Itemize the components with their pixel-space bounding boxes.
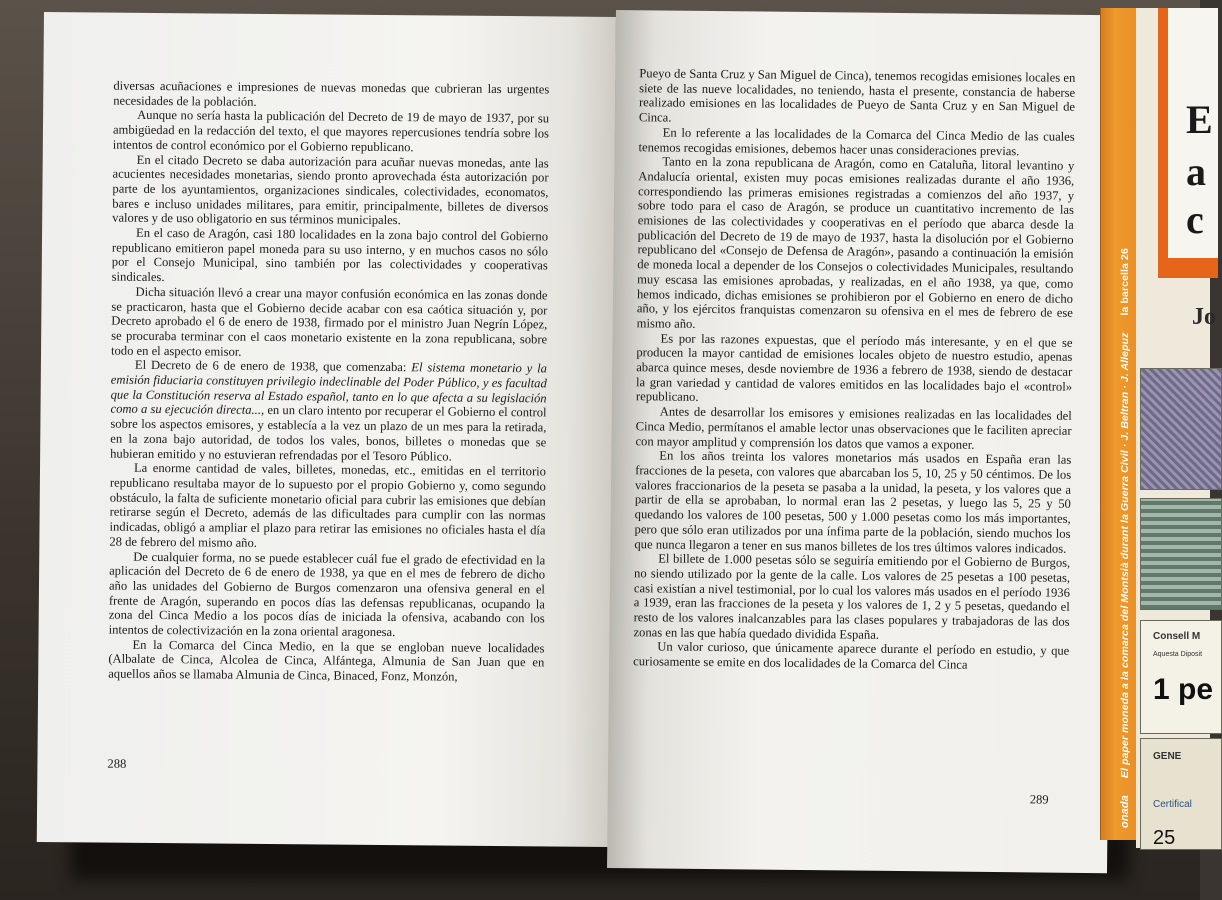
cover-letter: E [1186,97,1213,142]
right-page-text [633,66,1075,673]
decree-rest: , en un claro intento por recuperar el Gobierno el control sobre los aspectos emisores, y establecía a la vez un plazo de un mes para la retirada, en la zona bajo autoridad, de todos los vales, bonos, billetes o monedas que se hubieran emitido y no estuvieran refrendadas por el Tesoro Público. [110,403,547,464]
paragraph: El billete de 1.000 pesetas sólo se seguiría emitiendo por el Gobierno de Burgos, no siendo utilizado por la gente de la calle. Los valores de 25 pesetas a 100 pesetas, casi existían a nivel testimonial, por lo cual los valores más usados en el período 1936 a 1939, eran las fracciones de la peseta y los valores de 1, 2 y 5 pesetas, quedando el resto de los valores inalcanzables para las clases populares y trabajadoras de las dos zonas en las que había quedado dividida España. [633,551,1071,642]
certificate-image [1140,738,1222,850]
paragraph: Aunque no sería hasta la publicación del Decreto de 19 de mayo de 1937, por su ambigüedad en la redacción del texto, el que mayores repercusiones tendría sobre los intentos de control económico por el Gobierno republicano. [112,108,550,155]
paragraph: Un valor curioso, que únicamente aparece durante el período en estudio, y que curiosamente se emite en dos localidades de la Comarca del Cinca [633,639,1070,672]
certificate-value: 25 [1153,827,1176,849]
decree-paragraph [110,358,547,465]
closed-book [1100,8,1216,849]
paragraph: Dicha situación llevó a crear una mayor confusión económica en las zonas donde se practicaron, hasta que el Gobierno decide acabar con esa caótica situación y, por Decreto aprobado el 6 de enero de 1938, firmado por el ministro Juan Negrín López, se procuraba terminar con el caos monetario existente en la zona republicana, sobre todo en el aspecto emisor. [110,284,548,359]
spine-text [1119,248,1131,828]
paragraph: Antes de desarrollar los emisores y emisiones realizadas en las localidades del Cinca Medio, permítanos el amable lector unas observaciones que le faciliten apreciar con mayor amplitud y comprensión los datos que vamos a exponer. [635,404,1072,452]
paragraph: La enorme cantidad de vales, billetes, monedas, etc., emitidas en el territorio republicano resultaba mayor de lo supuesto por el propio Gobierno y, como segundo obstáculo, la falta de suficiente monetario oficial para cubrir las emisiones que debían retirarse según el Decreto, además de las dificultades para cumplir con las normas indicadas, obligó a ampliar el plazo para retirar las emisiones no oficiales hasta el día 28 de febrero del mismo año. [109,461,547,550]
paragraph: Es por las razones expuestas, que el período más interesante, y en el que se producen la mayor cantidad de emisiones locales objeto de nuestro estudio, apenas abarca quince meses, desde noviembre de 1936 a febrero de 1938, siendo de destacar la gran variedad y cantidad de valores emitidos en las localidades bajo el «control» republicano. [635,331,1073,405]
certificate-heading: Certifical [1153,799,1192,810]
left-page [37,12,616,847]
publisher-logo: onada [1119,795,1131,828]
paragraph: En el caso de Aragón, casi 180 localidades en la zona bajo control del Gobierno republicano emitieron papel moneda para su uso interno, y en muchos casos no sólo por el Consejo Municipal, sino también por las colectividades y cooperativas sindicales. [111,225,549,285]
banknote-value: 1 pe [1153,673,1214,706]
banknote-heading: Consell M [1153,631,1201,642]
spine-title: El paper moneda a la comarca del Montsià durant la Guerra Civil · J. Beltran · J. Allepuz [1119,332,1131,779]
decree-quote: El sistema monetario y la emisión fiduciaria constituyen privilegio indeclinable del Poder Público, y es facultad que la Constitución reserva al Estado español, tanto en lo que afecta a su legislación como a su ejecución directa... [110,360,547,418]
cover-letter: a [1186,149,1206,194]
cover-author: Jo [1192,304,1216,330]
paragraph: Pueyo de Santa Cruz y San Miguel de Cinca), tenemos recogidas emisiones locales en siete de las nueve localidades, no teniendo, hasta el presente, constancia de haberse realizado emisiones en las localidades de Pueyo de Santa Cruz y en San Miguel de Cinca. [638,66,1076,125]
paragraph: De cualquier forma, no se puede establecer cuál fue el grado de efectividad en la aplicación del Decreto de 6 de enero de 1938, ya que en el mes de febrero de dicho año las unidades del Gobierno de Burgos comenzaron una ofensiva general en el frente de Aragón, superando en pocos días las defensas republicanas, ocupando la zona del Cinca Medio a los pocos días de iniciada la ofensiva, acabando con los intentos de colectivización en la zona oriental aragonesa. [108,549,546,640]
decree-intro: El Decreto de 6 de enero de 1938, que comenzaba: [134,358,412,375]
paragraph: diversas acuñaciones e impresiones de nuevas monedas que cubrieran las urgentes necesidades de la población. [113,78,550,109]
paragraph: En los años treinta los valores monetarios más usados en España eran las fracciones de la peseta, con valores que abarcaban los 5, 10, 25 y 50 céntimos. De los valores fraccionarios de la peseta se pasaba a la unidad, la peseta, y los valores que a partir de ella se aprobaban, lo normal eran las 2 pesetas, y luego las 5, 25 y 50 quedando los valores de 100 pesetas, 500 y 1.000 pesetas como los más importantes, pero que sólo eran utilizados por una ínfima parte de la población, siendo muchos los que nunca llegaron a tener en sus manos billetes de los tres últimos valores indicados. [634,448,1072,556]
book-spine [1100,8,1137,840]
paragraph: En el citado Decreto se daba autorización para acuñar nuevas monedas, ante las acucientes necesidades monetarias, siendo pronto aprovechada ésta autorización por parte de los ayuntamientos, organizaciones sindicales, colectividades, economatos, bares e incluso unidades militares, para emitir, principalmente, billetes de diversos valores y de uso obligatorio en sus términos municipales. [112,152,549,228]
banknote-heading: GENE [1153,751,1182,762]
banknote-image [1140,620,1222,734]
book-cover [1136,8,1216,849]
page-number-left: 288 [107,756,127,771]
cover-letter: c [1186,197,1204,242]
paragraph: En la Comarca del Cinca Medio, en la que se engloban nueve localidades (Albalate de Cinca, Alcolea de Cinca, Alfántega, Almunia de San Juan que en aquellos años se llamaba Almunia de Cinca, Binaced, Fonz, Monzón, [108,637,545,684]
left-page-text [108,79,549,686]
right-page [607,10,1116,873]
paragraph: Tanto en la zona republicana de Aragón, como en Cataluña, litoral levantino y Andalucía oriental, existen muy pocas emisiones realizadas durante el año 1936, correspondiendo las primeras emisiones registradas a comienzos del año 1937, y sobre todo para el caso de Aragón, se produce un cuantitativo incremento de las emisiones de las colectividades y cooperativas en el período que abarca desde la publicación del Decreto de 19 de mayo de 1937, hasta la disolución por el Gobierno republicano del «Consejo de Defensa de Aragón», pasando a continuación la emisión de moneda local a depender de los Consejos o colectividades Municipales, resultando muy escasa las emisiones aprobadas, y realizadas, en el año 1938, ya que, como hemos indicado, dichas emisiones se prohibieron por el Gobierno en enero de dicho año, y los ejércitos franquistas comenzaron su ofensiva en el mes de febrero de ese mismo año. [636,154,1075,331]
paragraph: En lo referente a las localidades de la Comarca del Cinca Medio de las cuales tenemos recogidas emisiones, debemos hacer unas consideraciones previas. [638,125,1075,158]
page-number-right: 289 [1029,792,1049,807]
series-label: la barcella 26 [1119,248,1131,316]
banknote-image [1140,368,1222,490]
banknote-image [1140,498,1222,610]
banknote-subheading: Aquesta Diposit [1153,651,1203,658]
